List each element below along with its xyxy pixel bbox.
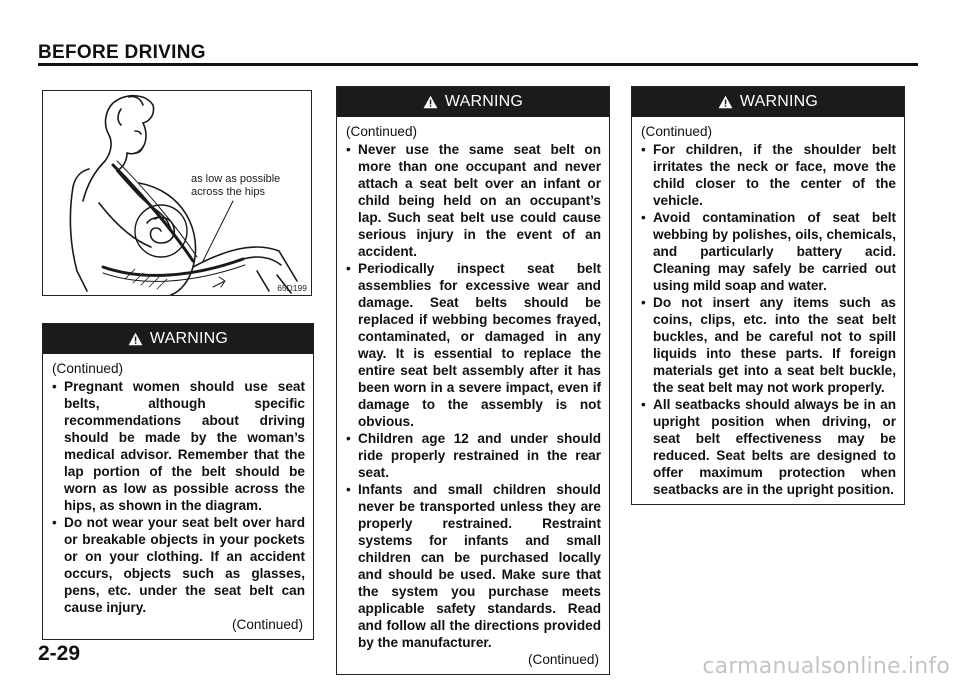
callout-line-2: across the hips bbox=[191, 186, 265, 198]
warning-title: WARNING bbox=[739, 93, 819, 110]
page-number: 2-29 bbox=[38, 642, 81, 665]
warning-item: • Do not wear your seat belt over hard or breakable objects in your pockets or on your clothing. If an accident occurs, objects such as glasses, pens, etc. under the seat belt can cause injury. bbox=[52, 514, 305, 616]
section-title: BEFORE DRIVING bbox=[38, 42, 206, 63]
warning-list bbox=[52, 378, 305, 616]
warning-header bbox=[632, 87, 904, 117]
warning-item: • For children, if the shoulder belt irritates the neck or face, move the child closer to the center of the vehicle. bbox=[641, 141, 896, 209]
pregnant-seatbelt-illustration bbox=[42, 90, 312, 296]
watermark: carmanualsonline.info bbox=[702, 654, 950, 679]
warning-continued-outro: (Continued) bbox=[231, 617, 303, 632]
warning-item: • Pregnant women should use seat belts, although specific recommendations about driving should be made by the woman’s medical advisor. Remember that the lap portion of the belt should be worn as low as possible across the hips, as shown in the diagram. bbox=[52, 378, 305, 514]
warning-continued-intro: (Continued) bbox=[346, 124, 418, 139]
warning-continued-intro: (Continued) bbox=[641, 124, 713, 139]
warning-item: • Never use the same seat belt on more than one occupant and never attach a seat belt over an infant or child being held on an occupant’s lap. Such seat belt use could cause serious injury in the event of an accident. bbox=[346, 141, 601, 260]
warning-item: • Children age 12 and under should ride properly restrained in the rear seat. bbox=[346, 430, 601, 481]
warning-title: WARNING bbox=[444, 93, 524, 110]
warning-list bbox=[641, 141, 896, 498]
warning-header bbox=[43, 324, 313, 354]
warning-list bbox=[346, 141, 601, 651]
warning-item: • Infants and small children should never be transported unless they are properly restrained. Restraint systems for infants and small children can be purchased locally and should be used. Make sure that the system you purchase meets applicable safety standards. Read and follow all the directions provided by the manufacturer. bbox=[346, 481, 601, 651]
warning-item: • Avoid contamination of seat belt webbing by polishes, oils, chemicals, and particularly battery acid. Cleaning may safely be carried out using mild soap and water. bbox=[641, 209, 896, 294]
warning-item: • Do not insert any items such as coins, clips, etc. into the seat belt buckles, and be careful not to spill liquids into these parts. If foreign materials get into a seat belt buckle, the seat belt may not work properly. bbox=[641, 294, 896, 396]
warning-continued-outro: (Continued) bbox=[527, 652, 599, 667]
warning-header bbox=[337, 87, 609, 117]
warning-box-right bbox=[631, 86, 905, 505]
warning-triangle-icon bbox=[128, 332, 143, 346]
header-rule bbox=[38, 63, 918, 66]
warning-body bbox=[43, 354, 313, 639]
warning-box-middle bbox=[336, 86, 610, 675]
figure-code: 65D199 bbox=[277, 283, 307, 293]
warning-continued-intro: (Continued) bbox=[52, 361, 124, 376]
warning-title: WARNING bbox=[149, 330, 229, 347]
warning-triangle-icon bbox=[423, 95, 438, 109]
callout-line-1: as low as possible bbox=[191, 173, 281, 185]
warning-body bbox=[632, 117, 904, 504]
warning-box-left bbox=[42, 323, 314, 640]
illustration-callout bbox=[191, 173, 280, 199]
warning-item: • All seatbacks should always be in an upright position when driving, or seat belt effectiveness may be reduced. Seat belts are designed to offer maximum protection when seatbacks are in the upright position. bbox=[641, 396, 896, 498]
warning-triangle-icon bbox=[718, 95, 733, 109]
warning-body bbox=[337, 117, 609, 674]
warning-item: • Periodically inspect seat belt assemblies for excessive wear and damage. Seat belts should be replaced if webbing becomes frayed, contaminated, or damaged in any way. It is essential to replace the entire seat belt assembly after it has been worn in a severe impact, even if damage to the assembly is not obvious. bbox=[346, 260, 601, 430]
